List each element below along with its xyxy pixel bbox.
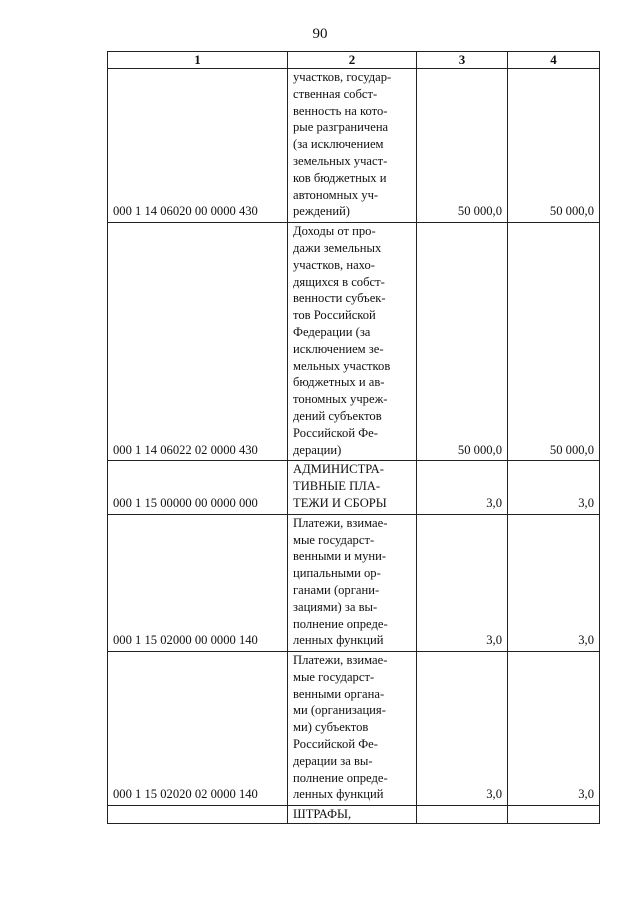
column-header-2: 2 — [288, 52, 417, 69]
table-header-row — [108, 52, 600, 69]
row-value-col3: 50 000,0 — [417, 223, 508, 461]
row-value-col4: 50 000,0 — [508, 69, 600, 223]
row-name: Платежи, взимае- мые государст- венными органа- ми (организация- ми) субъектов Российской Фе- дерации за вы- полнение опреде- ленных функций — [288, 652, 417, 806]
row-value-col3: 3,0 — [417, 461, 508, 514]
column-header-3: 3 — [417, 52, 508, 69]
row-value-col4: 3,0 — [508, 461, 600, 514]
row-code: 000 1 15 00000 00 0000 000 — [108, 461, 288, 514]
row-value-col3: 3,0 — [417, 514, 508, 651]
row-name: Доходы от про- дажи земельных участков, нахо- дящихся в собст- венности субъек- тов Российской Федерации (за исключением зе- мельных участков бюджетных и ав- тономных учреж- дений субъектов Российской Фе- дерации) — [288, 223, 417, 461]
table-row — [108, 223, 600, 461]
table-row — [108, 69, 600, 223]
row-value-col4: 3,0 — [508, 652, 600, 806]
table-row — [108, 461, 600, 514]
table-row — [108, 514, 600, 651]
row-value-col4 — [508, 806, 600, 824]
row-value-col3: 50 000,0 — [417, 69, 508, 223]
row-code: 000 1 15 02000 00 0000 140 — [108, 514, 288, 651]
row-value-col3 — [417, 806, 508, 824]
column-header-4: 4 — [508, 52, 600, 69]
row-name: участков, государ- ственная собст- венность на кото- рые разграничена (за исключением земельных участ- ков бюджетных и автономных уч- реждений) — [288, 69, 417, 223]
revenue-table — [107, 51, 600, 824]
row-value-col4: 3,0 — [508, 514, 600, 651]
row-code — [108, 806, 288, 824]
row-name: ШТРАФЫ, — [288, 806, 417, 824]
column-header-1: 1 — [108, 52, 288, 69]
row-code: 000 1 15 02020 02 0000 140 — [108, 652, 288, 806]
page-number: 90 — [312, 26, 328, 42]
row-name: Платежи, взимае- мые государст- венными и муни- ципальными ор- ганами (органи- зациями) за вы- полнение опреде- ленных функций — [288, 514, 417, 651]
row-code: 000 1 14 06022 02 0000 430 — [108, 223, 288, 461]
row-name: АДМИНИСТРА- ТИВНЫЕ ПЛА- ТЕЖИ И СБОРЫ — [288, 461, 417, 514]
row-value-col4: 50 000,0 — [508, 223, 600, 461]
row-code: 000 1 14 06020 00 0000 430 — [108, 69, 288, 223]
row-value-col3: 3,0 — [417, 652, 508, 806]
table-row — [108, 806, 600, 824]
table-row — [108, 652, 600, 806]
